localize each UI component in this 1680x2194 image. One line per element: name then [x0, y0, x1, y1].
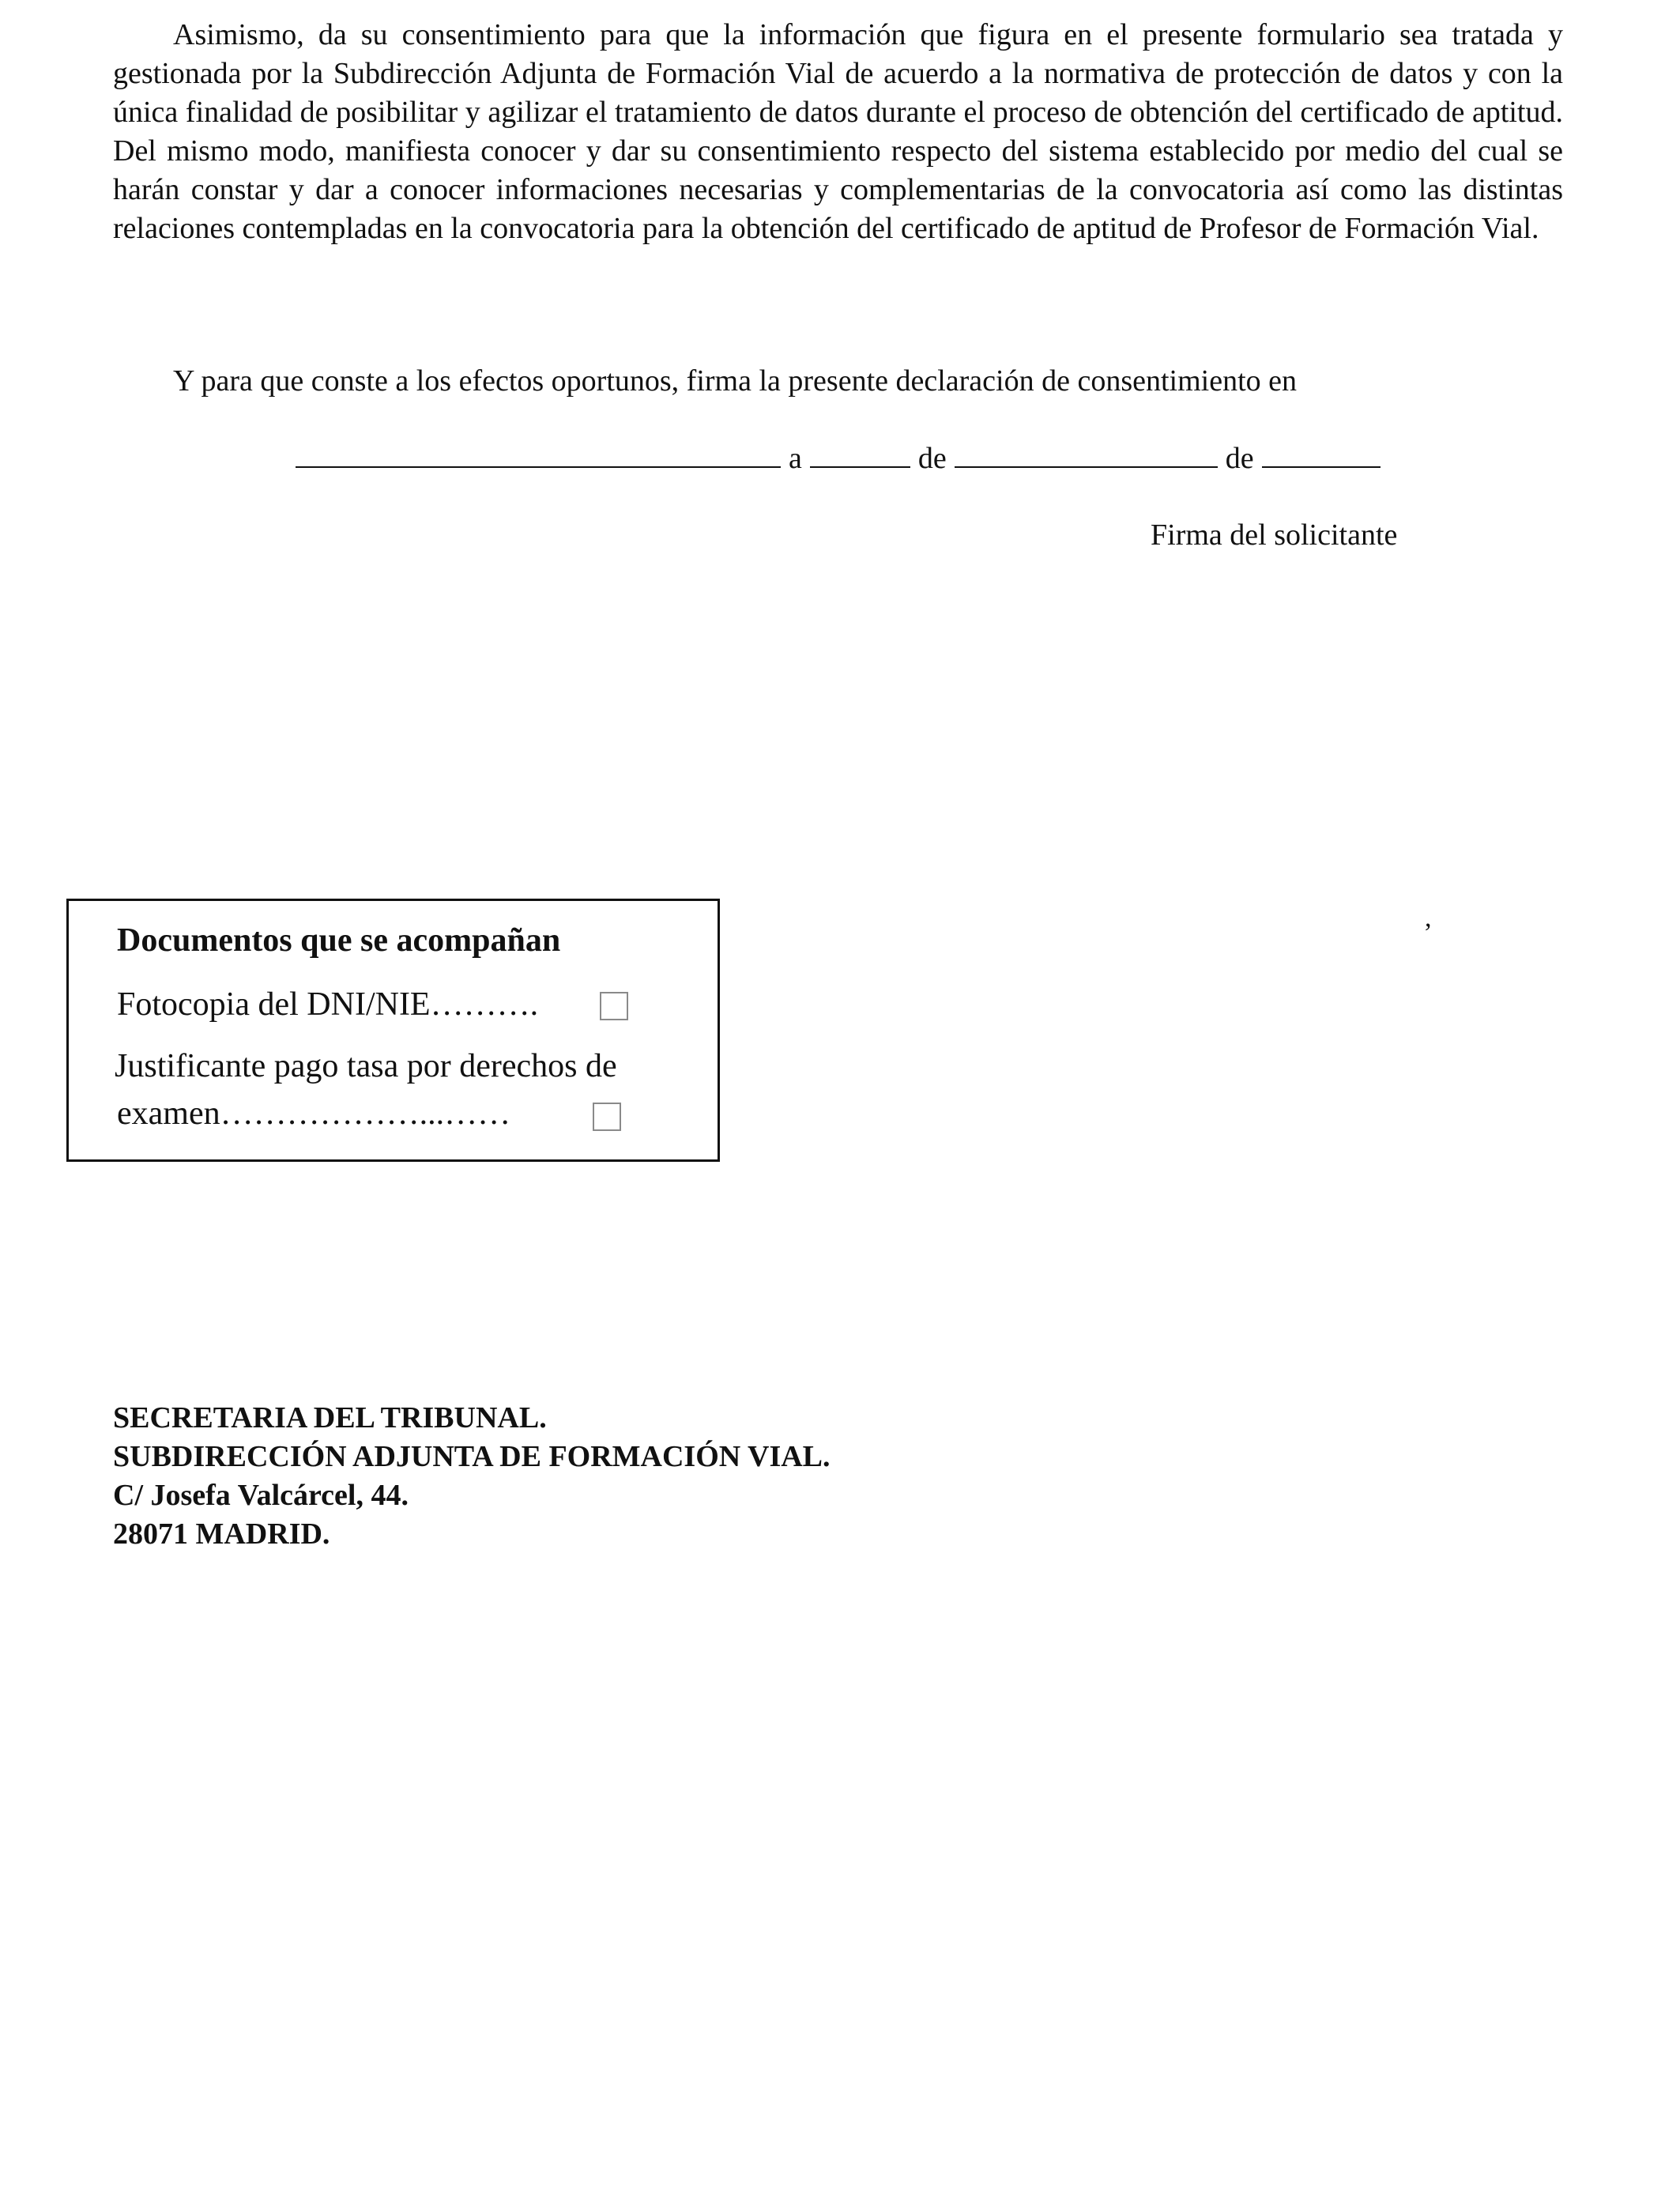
- date-word-de-2: de: [1225, 442, 1254, 475]
- dni-checkbox[interactable]: [600, 992, 628, 1020]
- date-word-a: a: [789, 442, 802, 475]
- day-blank[interactable]: [810, 439, 910, 468]
- consent-paragraph: Asimismo, da su consentimiento para que la información que figura en el presente formulario sea tratada y gestionada por la Subdirección Adjunta de Formación Vial de acuerdo a la normativa de protección de datos y con la única finalidad de posibilitar y agilizar el tratamiento de datos durante el proceso de obtención del certificado de aptitud. Del mismo modo, manifiesta conocer y dar su consentimiento respecto del sistema establecido por medio del cual se harán constar y dar a conocer informaciones necesarias y complementarias de la convocatoria así como las distintas relaciones contempladas en la convocatoria para la obtención del certificado de aptitud de Profesor de Formación Vial.: [113, 18, 1563, 245]
- attached-documents-title: Documentos que se acompañan: [117, 922, 561, 959]
- address-line-3: C/ Josefa Valcárcel, 44.: [113, 1479, 409, 1512]
- document-item-fee-line-2: examen………………...……: [117, 1095, 511, 1132]
- year-blank[interactable]: [1262, 439, 1381, 468]
- signature-label: Firma del solicitante: [1151, 518, 1398, 552]
- document-item-fee-line-1: Justificante pago tasa por derechos de: [115, 1048, 617, 1084]
- place-blank[interactable]: [296, 439, 781, 468]
- fee-receipt-checkbox[interactable]: [593, 1103, 621, 1131]
- place-date-line: [296, 439, 1381, 478]
- stray-comma: ,: [1425, 903, 1432, 933]
- address-line-2: SUBDIRECCIÓN ADJUNTA DE FORMACIÓN VIAL.: [113, 1440, 831, 1473]
- address-line-4: 28071 MADRID.: [113, 1517, 330, 1551]
- recipient-address: [113, 1399, 831, 1554]
- attached-documents-box: [66, 899, 720, 1162]
- signature-statement: Y para que conste a los efectos oportunos, firma la presente declaración de consentimiento en: [173, 364, 1297, 398]
- document-item-dni: Fotocopia del DNI/NIE……….: [117, 986, 539, 1023]
- address-line-1: SECRETARIA DEL TRIBUNAL.: [113, 1401, 547, 1434]
- month-blank[interactable]: [955, 439, 1218, 468]
- date-word-de-1: de: [917, 442, 947, 475]
